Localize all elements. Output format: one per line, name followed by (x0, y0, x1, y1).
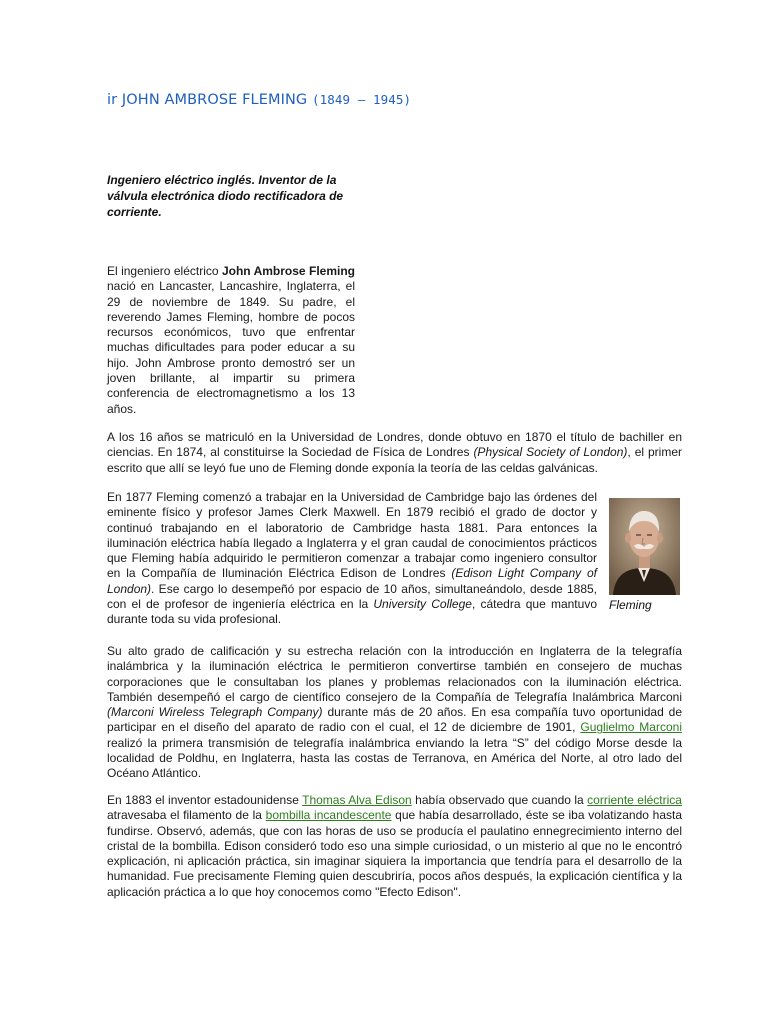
para2-text-b: , el primer escrito que allí se leyó fue uno de Fleming donde exponía la teoría de las celdas galvánicas. (107, 445, 683, 475)
para5-text-b: había observado que cuando la (411, 793, 588, 807)
para5-text-c: atravesaba el filamento de la (107, 808, 266, 823)
para5-text-d: que había desarrollado, éste se iba volatizando hasta fundirse. Observó, además, que con las horas de uso se producía el paulatino ennegrecimiento interno del cristal de la bombilla. Edison consideró todo eso una simple curiosidad, o un misterio al que no le encontró explicación, ni aplicación práctica, sin imaginar siquiera la importancia que tendría para el desarrollo de la humanidad. Fue precisamente Fleming quien descubriría, pocos años después, la explicación científica y la aplicación práctica a lo que hoy conocemos como "Efecto Edison". (107, 808, 683, 899)
link-guglielmo-marconi[interactable]: Guglielmo Marconi (580, 720, 682, 735)
link-bombilla-incandescente[interactable]: bombilla incandescente (265, 808, 392, 823)
portrait-image (609, 498, 680, 595)
para4-text-b: durante más de 20 años. En esa compañía tuvo oportunidad de participar en el diseño del aparato de radio con el cual, el 12 de diciembre de 1901, (107, 705, 682, 735)
title-name: JOHN AMBROSE FLEMING (121, 92, 308, 108)
intro-paragraph (107, 264, 355, 417)
para5-text-a: En 1883 el inventor estadounidense (107, 793, 303, 807)
intro-name: John Ambrose Fleming (221, 264, 355, 278)
paragraph-edison (107, 793, 682, 900)
para3-italic-2: University College (373, 597, 472, 612)
intro-before: El ingeniero eléctrico (107, 264, 222, 278)
paragraph-marconi (107, 644, 682, 782)
para3-text-b: . Ese cargo lo desempeñó por espacio de 10 años, simultaneándolo, desde 1885, con el de profesor de ingeniería eléctrica en la (107, 581, 597, 612)
link-corriente-electrica[interactable]: corriente eléctrica (587, 793, 682, 807)
para4-italic: (Marconi Wireless Telegraph Company) (107, 705, 323, 720)
fleming-portrait (609, 498, 680, 595)
title-prefix: ir (107, 92, 118, 108)
paragraph-education (107, 430, 682, 476)
para3-text-c: , cátedra que mantuvo durante toda su vida profesional. (107, 597, 597, 627)
paragraph-cambridge (107, 490, 597, 628)
title-dates: (1849 – 1945) (311, 92, 412, 107)
subtitle: Ingeniero eléctrico inglés. Inventor de la válvula electrónica diodo rectificadora de corriente. (107, 173, 344, 219)
para2-text-a: A los 16 años se matriculó en la Universidad de Londres, donde obtuvo en 1870 el título de bachiller en ciencias. En 1874, al constituirse la Sociedad de Física de Londres (107, 430, 682, 460)
portrait-caption: Fleming (609, 598, 652, 612)
para3-text-a: En 1877 Fleming comenzó a trabajar en la Universidad de Cambridge bajo las órdenes del eminente físico y profesor James Clerk Maxwell. En 1879 recibió el grado de doctor y continuó trabajando en el laboratorio de Cambridge hasta 1881. Para entonces la iluminación eléctrica había llegado a Inglaterra y el gran caudal de conocimientos prácticos que Fleming había adquirido le permitieron comenzar a trabajar como ingeniero consultor en la Compañía de Iluminación Eléctrica Edison de Londres (107, 490, 597, 581)
para3-italic-1: (Edison Light Company of London) (107, 566, 598, 596)
para4-text-c: realizó la primera transmisión de telegrafía inalámbrica enviando la letra “S” del código Morse desde la localidad de Poldhu, en Inglaterra, hasta las costas de Terranova, en América del Norte, al otro lado del Océano Atlántico. (107, 735, 682, 781)
page-title (107, 92, 411, 108)
para4-text-a: Su alto grado de calificación y su estrecha relación con la introducción en Inglaterra de la telegrafía inalámbrica y la iluminación eléctrica le permitieron convertirse también en consejero de muchas corporaciones que le consultaban los planes y problemas relacionados con la iluminación eléctrica. También desempeñó el cargo de científico consejero de la Compañía de Telegrafía Inalámbrica Marconi (107, 644, 682, 704)
link-thomas-alva-edison[interactable]: Thomas Alva Edison (302, 793, 412, 807)
para2-italic: (Physical Society of London) (473, 445, 628, 460)
intro-after: nació en Lancaster, Lancashire, Inglaterra, el 29 de noviembre de 1849. Su padre, el reverendo James Fleming, hombre de pocos recursos económicos, tuvo que enfrentar muchas dificultades para poder educar a su hijo. John Ambrose pronto demostró ser un joven brillante, al impartir su primera conferencia de electromagnetismo a los 13 años. (107, 279, 355, 416)
